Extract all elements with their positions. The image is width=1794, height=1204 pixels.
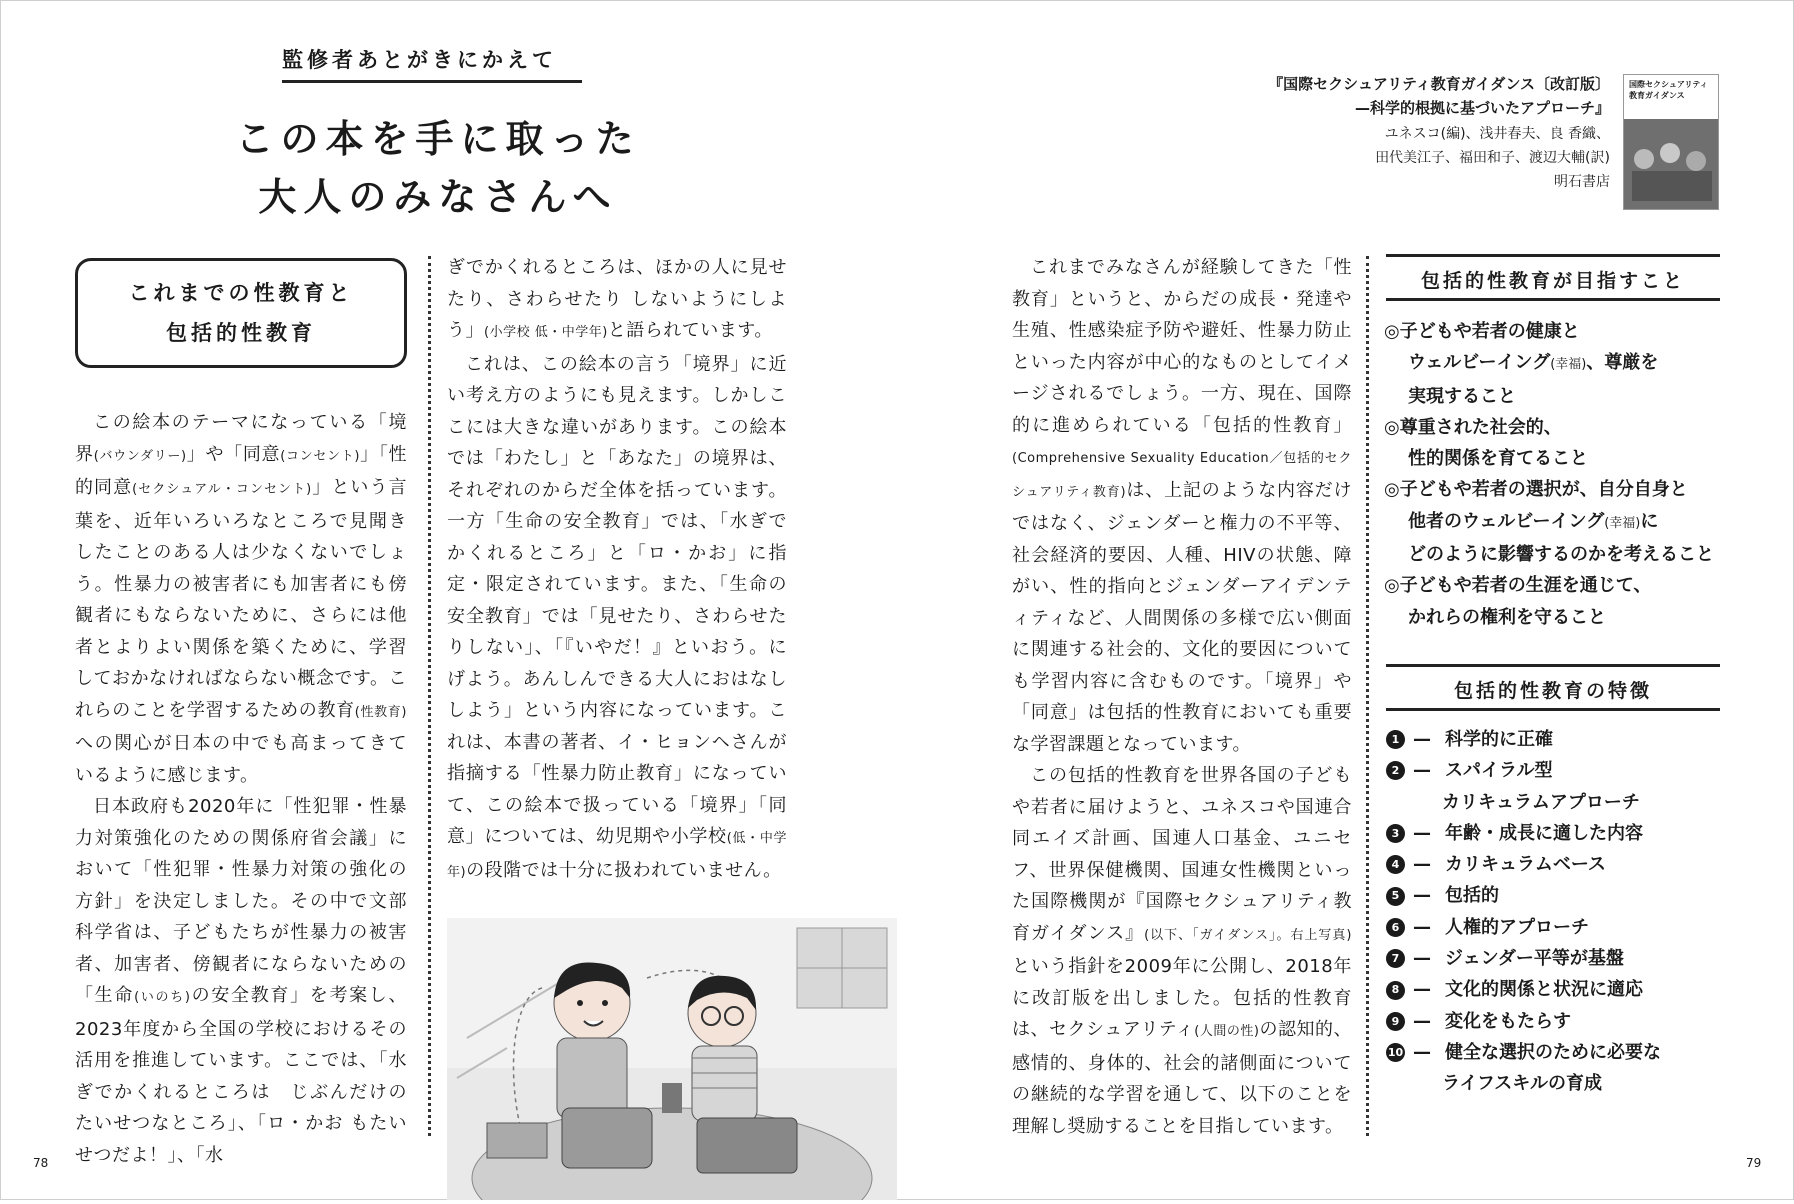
feature-dash: — — [1413, 822, 1431, 844]
feature-dash: — — [1413, 948, 1431, 970]
feature-label: スパイラル型 — [1445, 760, 1553, 782]
feature-label-cont: カリキュラムアプローチ — [1442, 791, 1640, 813]
book-credit-line: 田代美江子、福田和子、渡辺大輔(訳) — [1375, 150, 1610, 166]
title-line-2: 大人のみなさんへ — [258, 175, 618, 219]
kicker-label: 監修者あとがきにかえて — [282, 48, 557, 72]
feature-label: 年齢・成長に適した内容 — [1445, 822, 1643, 844]
title-line-1: この本を手に取った — [235, 117, 641, 161]
feature-item — [1386, 1037, 1726, 1068]
feature-number-badge: 7 — [1386, 949, 1405, 968]
page-title — [218, 110, 658, 226]
features-list — [1386, 724, 1726, 1100]
book-cover-image — [1623, 74, 1719, 210]
body-column-1 — [75, 407, 426, 1171]
cover-title-line-1: 国際セクシュアリティ — [1629, 80, 1708, 89]
paragraph: ぎでかくれるところは、ほかの人に見せたり、さわらせたり しないようにしよう」(小学校 低・中学年)と語られています。 — [447, 257, 787, 341]
goals-rule-top — [1386, 254, 1720, 257]
feature-dash: — — [1413, 1010, 1431, 1032]
page-number-left: 78 — [33, 1156, 49, 1170]
feature-dash: — — [1413, 729, 1431, 750]
feature-number-badge: 10 — [1386, 1043, 1405, 1062]
feature-number-badge: 1 — [1386, 730, 1405, 749]
goals-list — [1384, 316, 1724, 633]
features-heading: 包括的性教育の特徴 — [1453, 680, 1652, 702]
goal-item-cont: 性的関係を育てること — [1408, 448, 1588, 470]
goal-item-cont: 他者のウェルビーイング(幸福)に — [1408, 510, 1659, 532]
paragraph: この包括的性教育を世界各国の子どもや若者に届けようと、ユネスコや国連合同エイズ計画、国連人口基金、ユニセフ、世界保健機関、国連女性機関といった国際機関が『国際セクシュアリティ教育ガイダンス』(以下、「ガイダンス」。右上写真)という指針を2009年に公開し、2018年に改訂版を出しました。包括的性教育は、セクシュアリティ(人間の性)の認知的、感情的、身体的、社会的諸側面についての継続的な学習を通して、以下のことを理解し奨励することを目指しています。 — [1012, 765, 1352, 1137]
feature-number-badge: 2 — [1386, 761, 1405, 780]
children-illustration — [447, 918, 897, 1200]
feature-dash: — — [1413, 1041, 1431, 1063]
feature-dash: — — [1413, 979, 1431, 1001]
feature-label: 人権的アプローチ — [1445, 916, 1589, 938]
feature-number-badge: 9 — [1386, 1012, 1405, 1031]
book-credits — [1375, 122, 1610, 194]
book-title — [1268, 72, 1610, 120]
feature-number-badge: 8 — [1386, 981, 1405, 1000]
feature-number-badge: 3 — [1386, 824, 1405, 843]
feature-label: ジェンダー平等が基盤 — [1445, 948, 1624, 970]
feature-label: 文化的関係と状況に適応 — [1445, 979, 1643, 1001]
dotted-column-divider — [428, 256, 431, 1136]
paragraph: これまでみなさんが経験してきた「性教育」というと、からだの成長・発達や生殖、性感染症予防や避妊、性暴力防止といった内容が中心的なものとしてイメージされるでしょう。一方、現在、国際的に進められている「包括的性教育」(Comprehensive Sexuality Education／包括的セクシュアリティ教育)は、上記のような内容だけではなく、ジェンダーと権力の不平等、社会経済的要因、人種、HIVの状態、障がい、性的指向とジェンダーアイデンティティなど、人間関係の多様で広い側面に関連する社会的、文化的要因についても学習内容に含むものです。「境界」や「同意」は包括的性教育においても重要な学習課題となっています。 — [1012, 257, 1352, 755]
section-heading-box — [75, 258, 407, 368]
feature-label: 包括的 — [1445, 885, 1499, 907]
paragraph: この絵本のテーマになっている「境界(バウンダリー)」や「同意(コンセント)」「性的同意(セクシュアル・コンセント)」という言葉を、近年いろいろなところで見聞きしたことのある人は少なくないでしょう。性暴力の被害者にも加害者にも傍観者にもならないために、さらには他者とよりよい関係を築くために、学習しておかなければならない概念です。これらのことを学習するための教育(性教育)への関心が日本の中でも高まってきているように感じます。 — [75, 412, 408, 786]
paragraph: 日本政府も2020年に「性犯罪・性暴力対策強化のための関係府省会議」において「性犯罪・性暴力対策の強化の方針」を決定しました。その中で文部科学省は、子どもたちが性暴力の被害者、加害者、傍観者にならないための「生命(いのち)の安全教育」を考案し、2023年度から全国の学校におけるその活用を推進しています。ここでは、「水ぎでかくれるところは じぶんだけの たいせつなところ」、「ロ・かお もたいせつだよ！」、「水 — [75, 796, 426, 1166]
section-heading-line-2: 包括的性教育 — [166, 321, 316, 345]
feature-item — [1386, 1006, 1726, 1037]
feature-dash: — — [1413, 885, 1431, 907]
body-column-3 — [1012, 252, 1352, 1142]
features-rule-bottom — [1386, 708, 1720, 711]
goal-item: ◎子どもや若者の健康と — [1384, 321, 1580, 342]
goal-item: ◎尊重された社会的、 — [1384, 416, 1562, 438]
feature-item — [1386, 724, 1726, 755]
feature-item — [1386, 912, 1726, 943]
book-credit-line: ユネスコ(編)、浅井春夫、良 香織、 — [1384, 126, 1610, 142]
feature-dash: — — [1413, 854, 1431, 876]
goal-item-cont: かれらの権利を守ること — [1408, 606, 1606, 628]
goal-item-cont: どのように影響するのかを考えること — [1408, 544, 1714, 566]
feature-label: 健全な選択のために必要な — [1445, 1041, 1661, 1063]
feature-item — [1386, 849, 1726, 880]
goal-item: ◎子どもや若者の選択が、自分自身と — [1384, 479, 1688, 501]
feature-label: 科学的に正確 — [1445, 729, 1553, 750]
feature-label: 変化をもたらす — [1445, 1010, 1571, 1032]
feature-dash: — — [1413, 916, 1431, 938]
feature-label-cont: ライフスキルの育成 — [1442, 1073, 1603, 1095]
section-heading-line-1: これまでの性教育と — [128, 281, 354, 305]
feature-item — [1386, 943, 1726, 974]
page-number-right: 79 — [1746, 1156, 1762, 1170]
dotted-column-divider — [1366, 256, 1369, 1136]
book-subtitle: —科学的根拠に基づいたアプローチ』 — [1354, 99, 1610, 117]
features-rule-top — [1386, 664, 1720, 667]
feature-number-badge: 6 — [1386, 918, 1405, 937]
book-publisher: 明石書店 — [1554, 174, 1610, 190]
body-column-2 — [447, 252, 787, 888]
goals-rule-bottom — [1386, 298, 1720, 301]
kicker-underline — [282, 80, 582, 83]
feature-item — [1386, 755, 1726, 786]
goal-item-cont: 実現すること — [1408, 385, 1516, 407]
feature-number-badge: 4 — [1386, 855, 1405, 874]
feature-item — [1386, 818, 1726, 849]
paragraph: これは、この絵本の言う「境界」に近い考え方のようにも見えます。しかしここには大きな違いがあります。この絵本では「わたし」と「あなた」の境界は、それぞれのからだ全体を括っています。一方「生命の安全教育」では、「水ぎでかくれるところ」と「ロ・かお」に指定・限定されています。また、「生命の安全教育」では「見せたり、さわらせたりしない」、「『いやだ！』といおう。にげよう。あんしんできる大人におはなししよう」という内容になっています。これは、本書の著者、イ・ヒョンヘさんが指摘する「性暴力防止教育」になっていて、この絵本で扱っている「境界」「同意」については、幼児期や小学校(低・中学年)の段階では十分に扱われていません。 — [447, 353, 787, 881]
feature-dash: — — [1413, 760, 1431, 782]
goals-heading: 包括的性教育が目指すこと — [1420, 270, 1685, 292]
book-title-main: 『国際セクシュアリティ教育ガイダンス〔改訂版〕 — [1268, 75, 1610, 93]
feature-number-badge: 5 — [1386, 887, 1405, 906]
goal-item-cont: ウェルビーイング(幸福)、尊厳を — [1408, 352, 1659, 374]
feature-label: カリキュラムベース — [1445, 854, 1606, 876]
cover-title-line-2: 教育ガイダンス — [1629, 91, 1685, 100]
goal-item: ◎子どもや若者の生涯を通じて、 — [1384, 575, 1652, 597]
feature-item — [1386, 974, 1726, 1005]
feature-item — [1386, 880, 1726, 911]
